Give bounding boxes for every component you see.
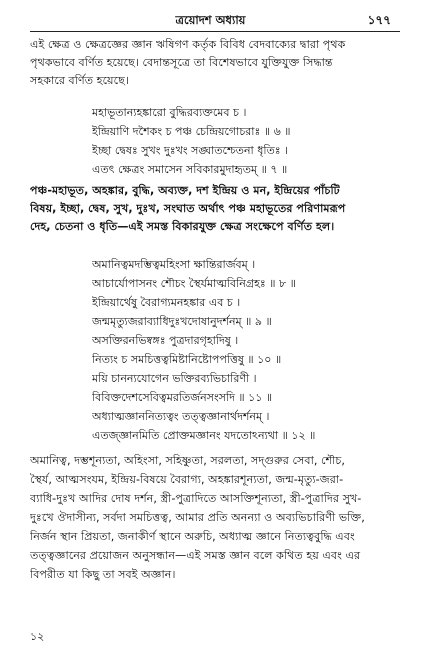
translation-line: দেহ, চেতনা ও ধৃতি—এই সমস্ত বিকারযুক্ত ক্ষেত্র সংক্ষেপে বর্ণিত হল। — [30, 220, 335, 233]
translation-line: বিষয়, ইচ্ছা, দ্বেষ, সুখ, দুঃখ, সংঘাত অর্থাৎ পঞ্চ মহাভূতের পরিণামরূপ — [30, 202, 346, 215]
chapter-title: ত্রয়োদশ অধ্যায় — [175, 13, 246, 27]
verse-line: অমানিত্বমদম্ভিত্বমহিংসা ক্ষান্তিরার্জবম্‌ । — [92, 258, 256, 271]
signature-mark: ১২ — [30, 630, 45, 643]
running-header — [0, 12, 421, 30]
verse-line: বিবিক্তদেশসেবিত্বমরতির্জনসংসদি ॥ ১১ ॥ — [92, 391, 273, 404]
translation-line: বিপরীত যা কিছু তা সবই অজ্ঞান। — [30, 568, 176, 581]
page-number: ১৭৭ — [367, 13, 391, 27]
verse-line: ময়ি চানন্যযোগেন ভক্তিরব্যভিচারিণী । — [92, 372, 257, 385]
translation-line: তত্ত্বজ্ঞানের প্রয়োজন অনুসন্ধান—এই সমস্ত জ্ঞান বলে কথিত হয় এবং এর — [30, 549, 361, 562]
verse-line: অধ্যাত্মজ্ঞাননিত্যত্বং তত্ত্বজ্ঞানার্থদর্শনম্‌ । — [92, 410, 270, 423]
verse-line: ইন্দ্রিয়াণি দশৈকং চ পঞ্চ চেন্দ্রিয়গোচরাঃ ॥ ৬ ॥ — [92, 125, 291, 138]
para1-line: সহকারে বর্ণিত হয়েছে। — [30, 74, 129, 87]
verse-line: ইন্দ্রিয়ার্থেষু বৈরাগ্যমনহঙ্কার এব চ । — [92, 296, 241, 309]
verse-line: জন্মমৃত্যুজরাব্যাধিদুঃখদোষানুদর্শনম্‌ ॥ ৯ ॥ — [92, 315, 272, 328]
verse-line: আচার্যোপাসনং শৌচং স্থৈর্যমাত্মবিনিগ্রহঃ ॥ ৮ ॥ — [92, 277, 296, 290]
translation-line: অমানিত্ব, দম্ভশূন্যতা, অহিংসা, সহিষ্ণুতা, সরলতা, সদ্‌গুরুর সেবা, শৌচ, — [30, 454, 345, 467]
verse-line: এতজ্জ্ঞানমিতি প্রোক্তমজ্ঞানং যদতোঽন্যথা ॥ ১২ ॥ — [92, 429, 316, 442]
para1-line: এই ক্ষেত্র ও ক্ষেত্রজ্ঞের জ্ঞান ঋষিগণ কর্তৃক বিবিধ বেদবাক্যের দ্বারা পৃথক — [30, 38, 346, 51]
translation-line: ব্যাধি-দুঃখ আদির দোষ দর্শন, স্ত্রী-পুত্রাদিতে আসক্তিশূন্যতা, স্ত্রী-পুত্রাদির সুখ- — [30, 492, 362, 505]
para1-line: পৃথকভাবে বর্ণিত হয়েছে। বেদান্তসূত্রে তা বিশেষভাবে যুক্তিযুক্ত সিদ্ধান্ত — [30, 56, 333, 69]
verse-line: মহাভূতান্যহঙ্কারো বুদ্ধিরব্যক্তমেব চ । — [92, 106, 247, 119]
verse-line: অসক্তিরনভিষ্বঙ্গঃ পুত্রদারগৃহাদিষু । — [92, 334, 239, 347]
verse-line: এতৎ ক্ষেত্রং সমাসেন সবিকারমুদাহৃতম্‌ ॥ ৭ ॥ — [92, 163, 288, 176]
translation-line: দুঃখে ঔদাসীন্য, সর্বদা সমচিত্তত্ব, আমার প্রতি অনন্যা ও অব্যভিচারিণী ভক্তি, — [30, 511, 365, 524]
header-rule — [30, 31, 400, 32]
translation-line: স্থৈর্য, আত্মসংযম, ইন্দ্রিয়-বিষয়ে বৈরাগ্য, অহঙ্কারশূন্যতা, জন্ম-মৃত্যু-জরা- — [30, 473, 344, 486]
verse-line: নিত্যং চ সমচিত্তত্বমিষ্টানিষ্টোপপত্তিষু ॥ ১০ ॥ — [92, 353, 282, 366]
verse-line: ইচ্ছা দ্বেষঃ সুখং দুঃখং সঙ্ঘাতশ্চেতনা ধৃতিঃ । — [92, 144, 289, 157]
translation-line: নির্জন স্থান প্রিয়তা, জনাকীর্ণ স্থানে অরুচি, অধ্যাত্ম জ্ঞানে নিত্যত্ববুদ্ধি এবং — [30, 530, 355, 543]
translation-line: পঞ্চ-মহাভূত, অহঙ্কার, বুদ্ধি, অব্যক্ত, দশ ইন্দ্রিয় ও মন, ইন্দ্রিয়ের পাঁচটি — [30, 184, 340, 197]
